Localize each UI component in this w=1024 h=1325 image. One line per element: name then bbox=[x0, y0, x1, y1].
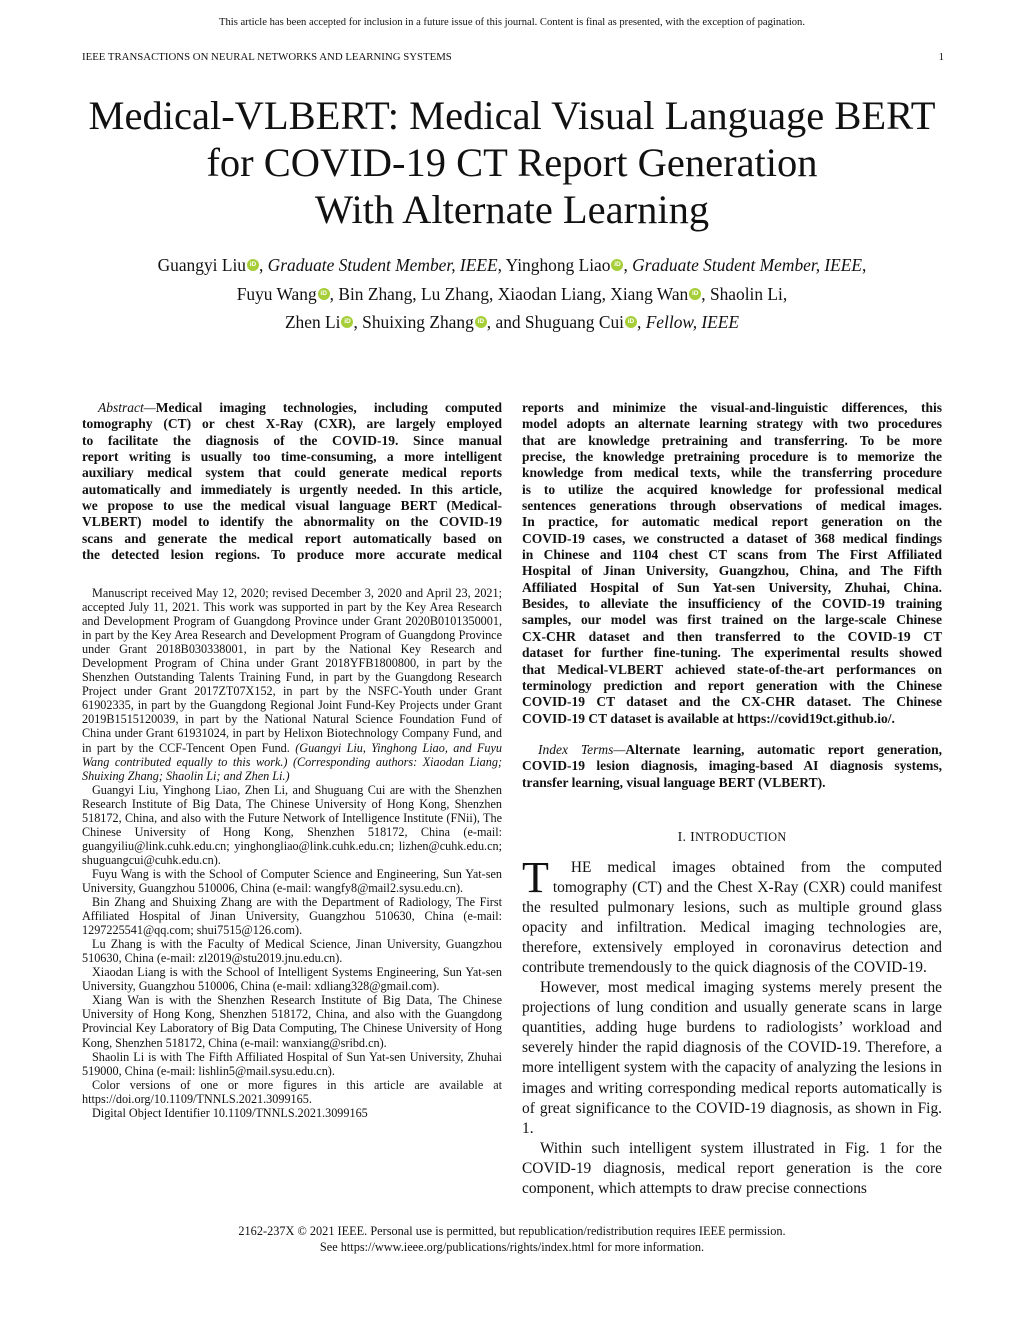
intro-paragraph: However, most medical imaging systems merely present the projections of lung condition and usually generate scans in large quantities, adding huge burdens to radiologists’ workload and severely hinder the rapid diagnosis of the COVID-19. Therefore, a more intelligent system with the capacity of analyzing the lesions in images and writing corresponding medical reports automatically is of great significance to the COVID-19 diagnosis, as shown in Fig. 1. bbox=[522, 979, 942, 1137]
footnote-affiliation: Bin Zhang and Shuixing Zhang are with the Department of Radiology, The First Affiliated Hospital of Jinan University, Guangzhou 510630, China (e-mail: 1297225541@qq.com; shui7515@126.com). bbox=[82, 895, 502, 938]
orcid-icon[interactable]: iD bbox=[475, 316, 487, 328]
section-heading-introduction: I. INTRODUCTION bbox=[677, 830, 787, 845]
abstract-line: the detected lesion regions. To produce more accurate medical bbox=[82, 547, 502, 563]
title-line-2: for COVID-19 CT Report Generation bbox=[206, 140, 818, 185]
author-line-3: Zhen Li iD , Shuixing Zhang iD , and Shuguang Cui iD , Fellow, IEEE bbox=[284, 312, 740, 332]
abstract-line: scans and generate the medical report automatically based on bbox=[82, 530, 502, 546]
author-name: , Shuixing Zhang bbox=[353, 312, 474, 332]
rights-line: See https://www.ieee.org/publications/rights/index.html for more information. bbox=[319, 1239, 705, 1254]
page-number: 1 bbox=[938, 51, 944, 63]
abstract-line: report writing is usually too time-consuming, a more intelligent bbox=[82, 449, 502, 465]
abstract-line: Besides, to alleviate the insufficiency of the COVID-19 training bbox=[522, 596, 942, 612]
abstract-line: precise, the knowledge pretraining procedure is to memorize the bbox=[522, 449, 942, 465]
footnote-color: Color versions of one or more figures in this article are available at https://doi.org/10.1109/TNNLS.2021.3099165. bbox=[82, 1077, 502, 1106]
author-names: , Bin Zhang, Lu Zhang, Xiaodan Liang, Xiang Wan bbox=[329, 283, 689, 304]
intro-paragraph: T HE medical images obtained from the computed tomography (CT) and the Chest X-Ray (CXR) could manifest the resulted pulmonary lesions, such as multiple ground glass opacity and infiltration. Medical imaging technologies are, therefore, extensively employed in coronavirus detection and contribute tremendously to the quick diagnosis of the COVID-19. bbox=[522, 858, 942, 978]
abstract-line: is to utilize the acquired knowledge for professional medical bbox=[522, 481, 942, 497]
index-terms-lead: Index Terms— bbox=[538, 742, 626, 757]
title-line-3: With Alternate Learning bbox=[314, 187, 710, 232]
abstract-line: knowledge from medical texts, while the transferring procedure bbox=[522, 465, 942, 481]
abstract-line: dataset for further fine-tuning. The experimental results showed bbox=[522, 645, 942, 661]
index-terms-line: Index Terms—Alternate learning, automatic report generation, bbox=[538, 742, 942, 757]
abstract-line: model adopts an alternate learning strategy with two procedures bbox=[522, 416, 942, 432]
footnote-affiliation: Shaolin Li is with The Fifth Affiliated Hospital of Sun Yat-sen University, Zhuhai 519000, China (e-mail: lishlin5@mail.sysu.edu.cn). bbox=[82, 1049, 502, 1078]
index-terms-line: transfer learning, visual language BERT (VLBERT). bbox=[522, 774, 826, 790]
intro-paragraph: Within such intelligent system illustrated in Fig. 1 for the COVID-19 diagnosis, medical report generation is the core component, which attempts to draw precise connections bbox=[522, 1139, 942, 1197]
copyright-line: 2162-237X © 2021 IEEE. Personal use is permitted, but republication/redistribution requires IEEE permission. bbox=[238, 1224, 786, 1238]
author-role: Graduate Student Member, IEEE bbox=[267, 255, 498, 275]
author-line-1: Guangyi Liu iD , Graduate Student Member, IEEE, Yinghong Liao iD , Graduate Student Member, IEEE, bbox=[157, 255, 867, 275]
index-terms bbox=[522, 742, 942, 791]
abstract-line: COVID-19 CT dataset and the CX-CHR dataset. The Chinese bbox=[522, 694, 942, 710]
abstract-line: Hospital of Jinan University, Guangzhou, China, and The Fifth bbox=[522, 563, 942, 579]
abstract-line: COVID-19 cases, we constructed a dataset of 368 medical findings bbox=[522, 530, 942, 546]
orcid-icon[interactable]: iD bbox=[247, 259, 259, 271]
abstract-line: VLBERT) model to identify the abnormality on the COVID-19 bbox=[82, 514, 502, 530]
abstract-line: COVID-19 CT dataset is available at https://covid19ct.github.io/. bbox=[522, 710, 895, 726]
drop-cap: T bbox=[522, 853, 549, 902]
abstract-line: reports and minimize the visual-and-linguistic differences, this bbox=[522, 400, 942, 415]
author-name: , and Shuguang Cui bbox=[486, 312, 624, 332]
orcid-icon[interactable]: iD bbox=[341, 316, 353, 328]
author-name: Guangyi Liu bbox=[157, 255, 246, 275]
abstract-line: tomography (CT) or chest X-Ray (CXR), are largely employed bbox=[82, 416, 502, 432]
abstract-line: automatically and immediately is urgently needed. In this article, bbox=[82, 481, 502, 497]
abstract-line: we propose to use the medical visual language BERT (Medical- bbox=[82, 498, 502, 514]
abstract-line: auxiliary medical system that could generate medical reports bbox=[82, 465, 502, 481]
abstract-line: In practice, for automatic medical report generation on the bbox=[522, 514, 942, 530]
orcid-icon[interactable]: iD bbox=[611, 259, 623, 271]
abstract-line: Affiliated Hospital of Sun Yat-sen University, Zhuhai, China. bbox=[522, 579, 942, 595]
paper-title bbox=[40, 92, 984, 233]
introduction-body bbox=[522, 853, 942, 1199]
footnote-affiliation: Fuyu Wang is with the School of Computer Science and Engineering, Sun Yat-sen University, Guangzhou 510006, China (e-mail: wangfy8@mail2.sysu.edu.cn). bbox=[82, 866, 502, 895]
footnote-doi: Digital Object Identifier 10.1109/TNNLS.2021.3099165 bbox=[92, 1105, 368, 1120]
index-terms-line: COVID-19 lesion diagnosis, imaging-based AI diagnosis systems, bbox=[522, 758, 942, 774]
abstract-right bbox=[522, 400, 942, 727]
running-head bbox=[82, 51, 944, 64]
footnotes bbox=[82, 586, 502, 1120]
footnote-manuscript: Manuscript received May 12, 2020; revised December 3, 2020 and April 23, 2021; accepted July 11, 2021. This work was supported in part by the Key Area Research and Development Program of Guangdong Province under Grant 2020B0101350001, in part by the Key Area Research and Development Program of Guangdong Province under Grant 2018B030338001, in part by the National Key Research and Development Program of China under Grant 2018YFB1800800, in part by the Shenzhen Outstanding Talents Training Fund, in part by the Guangdong Research Project under Grant 2017ZT07X152, in part by the NSFC-Youth under Grant 61902335, in part by the Guangdong Regional Joint Fund-Key Projects under Grant 2019B1515120039, in part by the National Natural Science Foundation Fund of China under Grant 61931024, in part by Helixon Biotechnology Company Fund, and in part by the CCF-Tencent Open Fund. (Guangyi Liu, Yinghong Liao, and Fuyu Wang contributed equally to this work.) (Corresponding authors: Xiaodan Liang; Shuixing Zhang; Shaolin Li; and Zhen Li.) bbox=[82, 586, 503, 783]
abstract-line: CX-CHR dataset and then transferred to the COVID-19 CT bbox=[522, 628, 942, 644]
abstract-lead: Abstract— bbox=[98, 400, 156, 415]
footnote-affiliation: Xiang Wan is with the Shenzhen Research Institute of Big Data, The Chinese University of Hong Kong, Shenzhen 518172, China, and also with the Guangdong Provincial Key Laboratory of Big Data Computing, The Chinese University of Hong Kong, Shenzhen 518172, China (e-mail: wanxiang@sribd.cn). bbox=[82, 993, 502, 1050]
acceptance-notice: This article has been accepted for inclusion in a future issue of this journal. Content is final as presented, with the exception of pagination. bbox=[218, 17, 806, 28]
footnote-affiliation: Guangyi Liu, Yinghong Liao, Zhen Li, and Shuguang Cui are with the Shenzhen Research Institute of Big Data, The Chinese University of Hong Kong, Shenzhen 518172, China, and also with the Future Network of Intelligence Institute (FNii), The Chinese University of Hong Kong, Shenzhen 518172, China (e-mail: guangyiliu@link.cuhk.edu.cn; yinghongliao@link.cuhk.edu.cn; lizhen@cuhk.edu.cn; shuguangcui@cuhk.edu.cn). bbox=[82, 782, 502, 867]
abstract-line: samples, our model was first trained on the large-scale Chinese bbox=[522, 612, 942, 628]
author-list bbox=[40, 251, 984, 337]
abstract-line: Abstract—Medical imaging technologies, including computed bbox=[98, 400, 502, 415]
abstract-line: that Medical-VLBERT achieved state-of-the-art performances on bbox=[522, 661, 942, 677]
author-name: , Shaolin Li, bbox=[701, 283, 788, 304]
author-name: Zhen Li bbox=[284, 312, 341, 332]
title-line-1: Medical-VLBERT: Medical Visual Language BERT bbox=[88, 93, 936, 138]
copyright-footer bbox=[0, 1224, 1024, 1255]
abstract-line: in Chinese and 1104 chest CT scans from The First Affiliated bbox=[522, 547, 942, 563]
footnote-affiliation: Lu Zhang is with the Faculty of Medical Science, Jinan University, Guangzhou 510630, China (e-mail: zl2019@stu2019.jnu.edu.cn). bbox=[82, 937, 502, 966]
abstract-line: terminology prediction and report generation with the Chinese bbox=[522, 677, 942, 693]
abstract-line: sentences generations through observations of medical images. bbox=[522, 498, 942, 514]
abstract-left bbox=[82, 400, 502, 563]
abstract-line: that are knowledge pretraining and transferring. To be more bbox=[522, 432, 942, 448]
orcid-icon[interactable]: iD bbox=[625, 316, 637, 328]
author-role: Graduate Student Member, IEEE bbox=[632, 255, 863, 275]
author-name: Fuyu Wang bbox=[236, 283, 317, 304]
footnote-affiliation: Xiaodan Liang is with the School of Intelligent Systems Engineering, Sun Yat-sen University, Guangzhou 510006, China (e-mail: xdliang328@gmail.com). bbox=[82, 965, 502, 994]
orcid-icon[interactable]: iD bbox=[318, 288, 330, 300]
author-role: Fellow, IEEE bbox=[645, 312, 740, 332]
abstract-line: to facilitate the diagnosis of the COVID-19. Since manual bbox=[82, 432, 502, 448]
journal-name: IEEE TRANSACTIONS ON NEURAL NETWORKS AND LEARNING SYSTEMS bbox=[82, 51, 452, 63]
author-line-2 bbox=[40, 280, 984, 309]
orcid-icon[interactable]: iD bbox=[689, 288, 701, 300]
author-name: Yinghong Liao bbox=[505, 255, 611, 275]
